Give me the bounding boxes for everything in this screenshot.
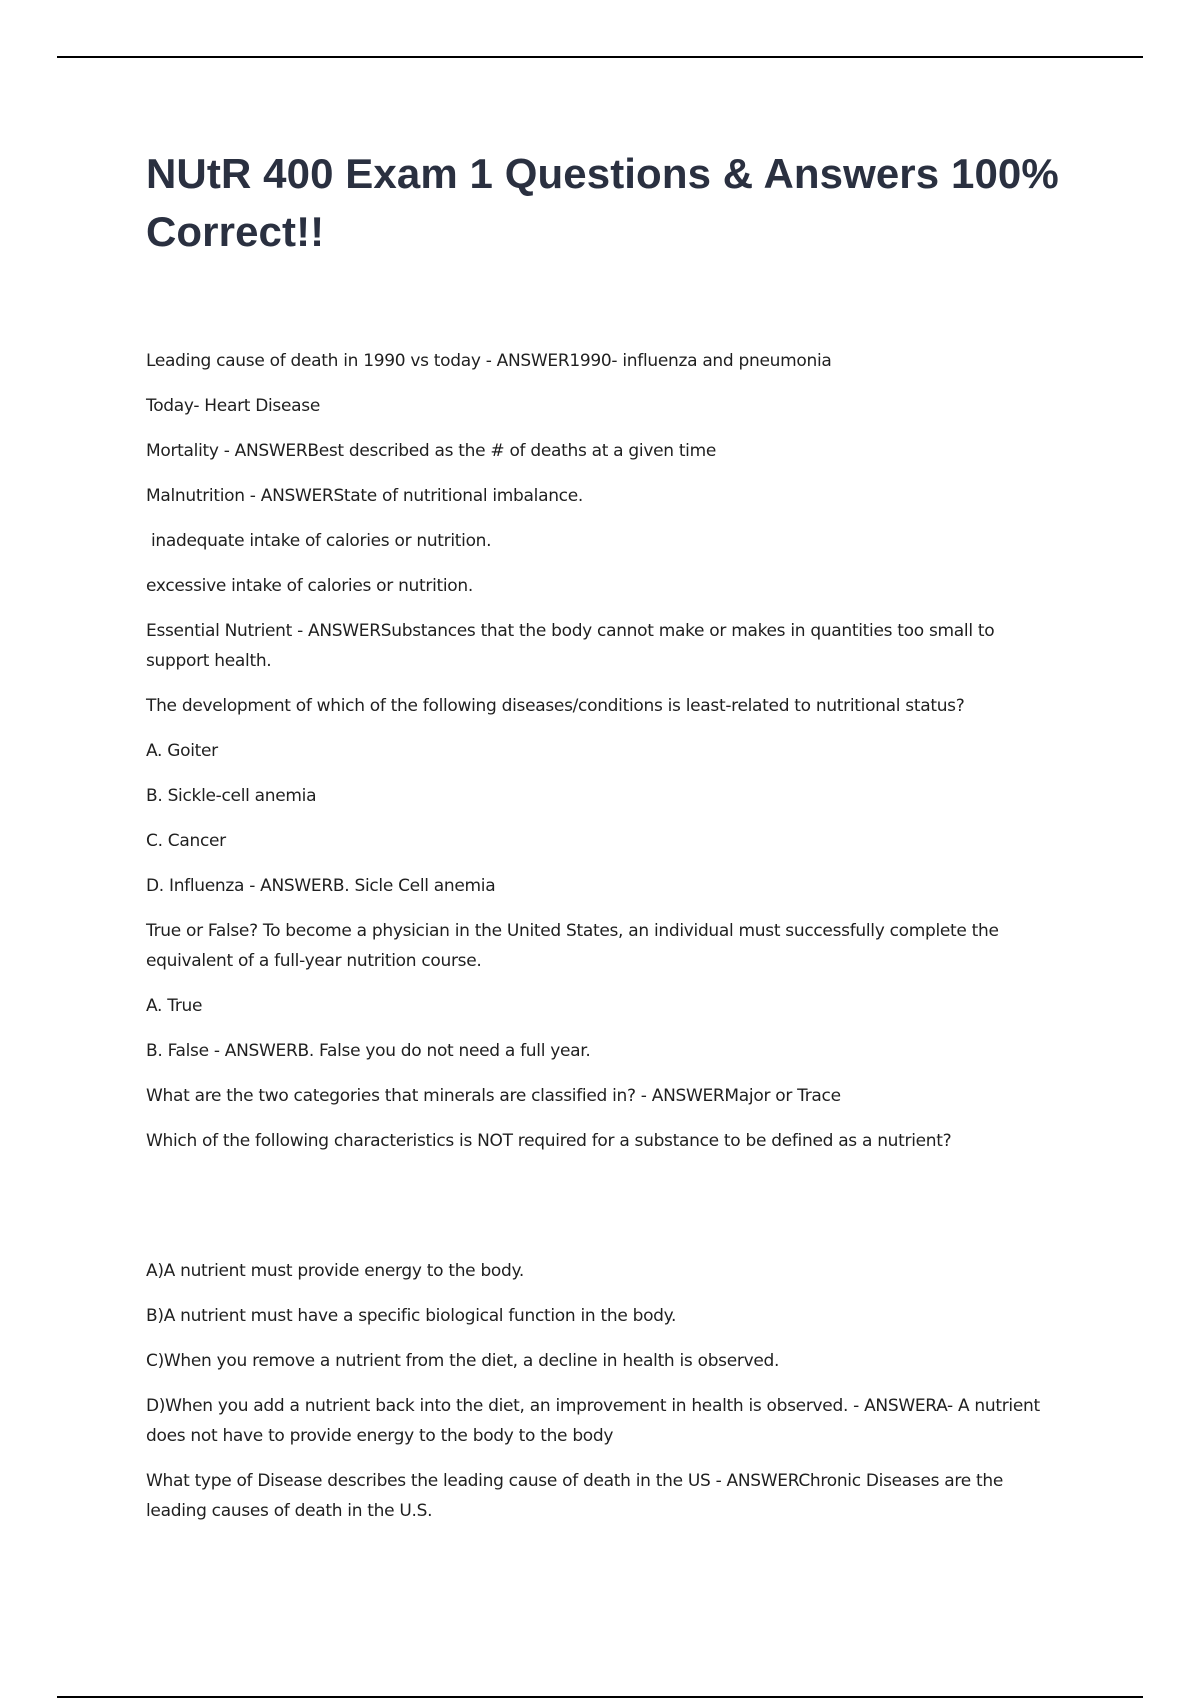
document-body bbox=[146, 346, 1062, 1541]
text-line: Essential Nutrient - ANSWERSubstances that the body cannot make or makes in quantities too small to support health. bbox=[146, 621, 995, 671]
page-title: NUtR 400 Exam 1 Questions & Answers 100% Correct!! bbox=[146, 150, 1059, 255]
text-line: D. Influenza - ANSWERB. Sicle Cell anemia bbox=[146, 876, 496, 896]
text-line: B. False - ANSWERB. False you do not need a full year. bbox=[146, 1041, 591, 1061]
text-line: The development of which of the following diseases/conditions is least-related to nutritional status? bbox=[146, 696, 965, 716]
top-rule bbox=[57, 56, 1143, 58]
text-line: C)When you remove a nutrient from the diet, a decline in health is observed. bbox=[146, 1351, 780, 1371]
text-line: True or False? To become a physician in the United States, an individual must successfully complete the equivalent of a full-year nutrition course. bbox=[146, 921, 999, 971]
text-line: Which of the following characteristics is NOT required for a substance to be defined as a nutrient? bbox=[146, 1131, 952, 1151]
text-line: Mortality - ANSWERBest described as the # of deaths at a given time bbox=[146, 441, 717, 461]
text-line: A. Goiter bbox=[146, 741, 218, 761]
bottom-rule bbox=[57, 1696, 1143, 1698]
text-line: C. Cancer bbox=[146, 831, 226, 851]
text-line: B. Sickle-cell anemia bbox=[146, 786, 317, 806]
text-line: B)A nutrient must have a specific biological function in the body. bbox=[146, 1306, 677, 1326]
text-line: D)When you add a nutrient back into the diet, an improvement in health is observed. - ANSWERA- A nutrient does not have to provide energy to the body to the body bbox=[146, 1396, 1040, 1446]
text-line: A)A nutrient must provide energy to the body. bbox=[146, 1261, 524, 1281]
text-line: inadequate intake of calories or nutrition. bbox=[151, 531, 492, 551]
text-line: Today- Heart Disease bbox=[146, 396, 320, 416]
text-line: A. True bbox=[146, 996, 203, 1016]
text-line: excessive intake of calories or nutrition. bbox=[146, 576, 473, 596]
text-line: Leading cause of death in 1990 vs today - ANSWER1990- influenza and pneumonia bbox=[146, 351, 832, 371]
text-line: What are the two categories that minerals are classified in? - ANSWERMajor or Trace bbox=[146, 1086, 841, 1106]
text-line: What type of Disease describes the leading cause of death in the US - ANSWERChronic Diseases are the leading causes of death in the U.S. bbox=[146, 1471, 1003, 1521]
text-line: Malnutrition - ANSWERState of nutritional imbalance. bbox=[146, 486, 583, 506]
